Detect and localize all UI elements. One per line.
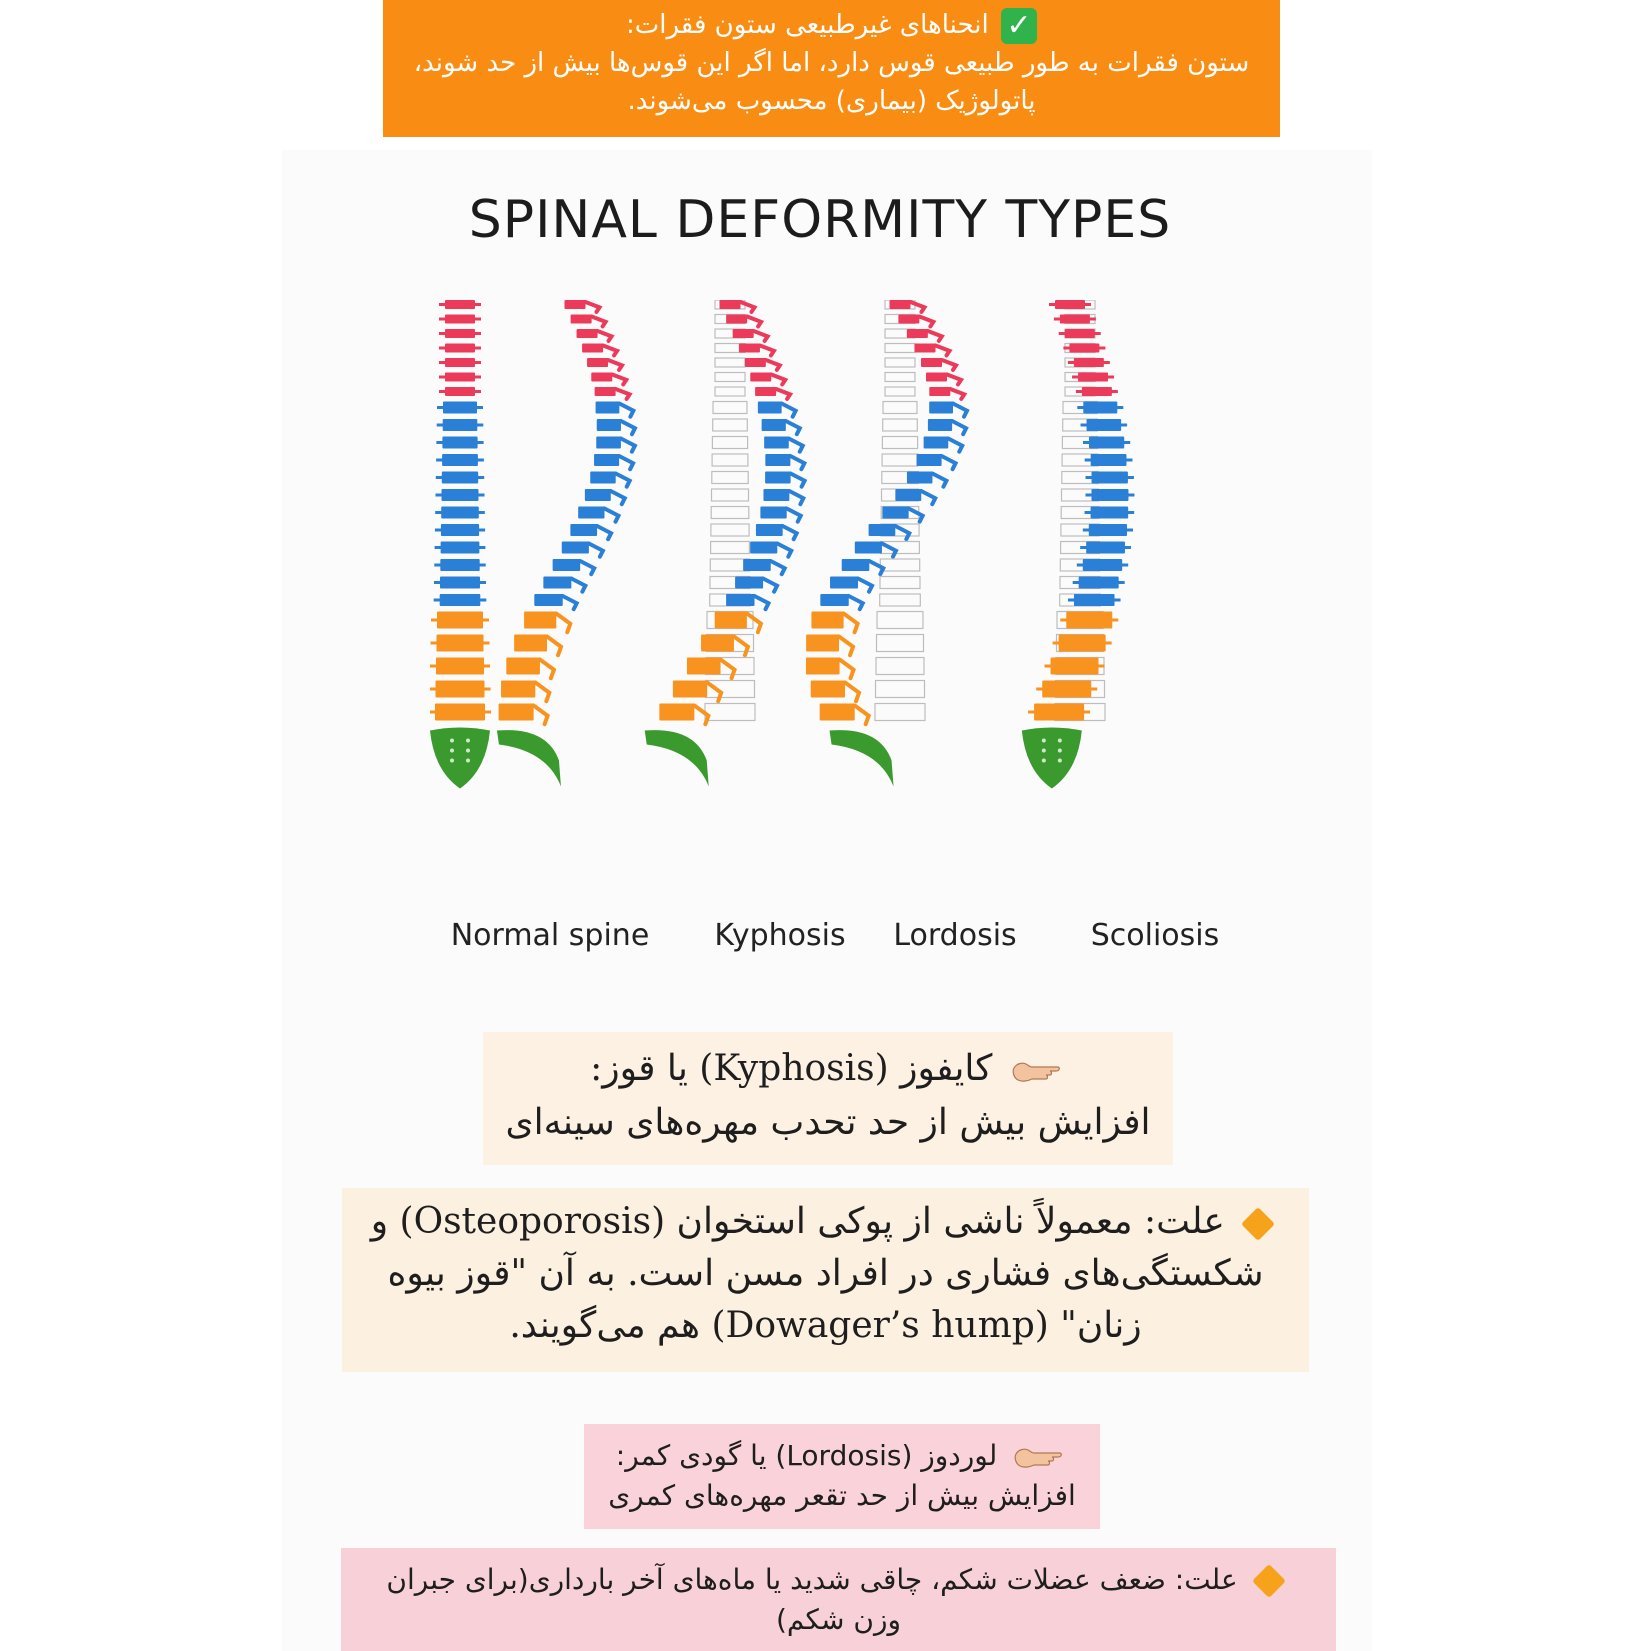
sacral-foramen [1042,759,1046,763]
spinous-process [911,302,925,312]
vertebra-process [431,619,489,622]
ghost-vertebra [711,524,749,536]
spinous-process [563,596,577,609]
ghost-vertebra [715,387,745,396]
vertebra-process [1086,476,1134,479]
sacral-foramen [450,759,454,763]
ghost-vertebra [883,419,918,431]
spinous-process [592,317,606,327]
vertebra-thoracic [928,419,952,431]
spinous-process [953,404,967,417]
sacral-foramen [466,739,470,743]
vertebra-lumbar [673,681,707,698]
ghost-vertebra [876,658,924,675]
vertebra-cervical [582,344,603,353]
vertebra-process [1083,441,1130,444]
spinous-process [621,439,635,452]
ghost-vertebra [711,542,750,554]
spinous-process [766,360,780,370]
spinous-process [932,474,946,487]
vertebra-cervical [921,358,942,367]
vertebra-lumbar [820,704,855,721]
sacral-foramen [1042,749,1046,753]
vertebra-thoracic [578,507,604,519]
spinous-process [547,637,561,656]
vertebra-lumbar [524,612,556,629]
spine-illustrations [430,300,1230,880]
vertebra-thoracic [830,577,858,589]
vertebra-cervical [915,344,936,353]
vertebra-cervical [745,358,766,367]
lordosis-heading-row [584,1436,1100,1476]
vertebra-cervical [571,315,592,324]
spinous-process [741,302,755,312]
vertebra-thoracic [855,542,882,554]
vertebra-cervical [587,358,608,367]
vertebra-thoracic [726,594,754,606]
kyphosis-description: افزایش بیش از حد تحدب مهره‌های سینه‌ای [505,1102,1151,1143]
spinous-process [789,491,803,504]
vertebra-thoracic [596,402,620,414]
ghost-vertebra [882,454,918,466]
spinous-process [855,706,869,725]
kyphosis-cause-box [342,1188,1309,1372]
vertebra-process [436,459,484,462]
label-kyphosis: Kyphosis [714,918,846,953]
sacral-foramen [1042,739,1046,743]
vertebra-thoracic [758,402,782,414]
spinous-process [616,474,630,487]
spinous-process [776,389,790,399]
vertebra-process [1085,511,1135,514]
ghost-vertebra [885,387,915,396]
spinous-process [571,579,585,592]
spinous-process [921,491,935,504]
spinous-process [754,331,768,341]
spinous-process [604,509,618,522]
vertebra-thoracic [820,594,848,606]
orange-diamond-icon [1241,1207,1275,1241]
vertebra-lumbar [811,681,845,698]
kyphosis-definition-box [483,1032,1173,1165]
sacral-foramen [1058,759,1062,763]
label-scoliosis: Scoliosis [1090,918,1220,953]
vertebra-thoracic [760,507,786,519]
spinous-process [777,544,791,557]
spinous-process [839,637,853,656]
vertebra-thoracic [924,437,949,449]
ghost-vertebra [711,507,749,519]
spinous-process [619,404,633,417]
ghost-vertebra [713,402,747,414]
kyphosis-heading-row [483,1042,1173,1096]
ghost-vertebra [885,344,915,353]
spinous-process [952,421,966,434]
vertebra-cervical [595,387,616,396]
spinous-process [909,509,923,522]
spinous-process [783,526,797,539]
vertebra-process [1028,711,1090,714]
spinous-process [619,456,633,469]
vertebra-thoracic [756,524,783,536]
vertebra-process [1083,529,1133,532]
ghost-vertebra [877,635,924,652]
sacral-foramen [450,739,454,743]
spinous-process [616,389,630,399]
vertebra-cervical [926,373,947,382]
label-normal-spine: Normal spine [450,918,650,953]
vertebra-thoracic [763,489,789,501]
spinous-process [849,596,863,609]
vertebra-thoracic [570,524,597,536]
kyphosis-cause-line-2: شکستگی‌های فشاری در افراد مسن است. به آن "قوز بیوه [387,1253,1264,1294]
vertebra-thoracic [735,577,763,589]
spine-kyphosis [645,300,805,787]
ghost-vertebra [877,612,923,629]
vertebra-thoracic [907,472,932,484]
spinous-process [950,389,964,399]
spinous-process [747,317,761,327]
vertebra-lumbar [806,635,839,652]
vertebra-thoracic [597,419,621,431]
spinous-process [790,456,804,469]
vertebra-process [436,494,485,497]
vertebra-cervical [907,329,928,338]
vertebra-process [1063,347,1105,350]
vertebra-thoracic [764,437,789,449]
spinous-process [771,375,785,385]
lordosis-cause-line-1: علت: ضعف عضلات شکم، چاقی شدید یا ماه‌های آخر بارداری(برای جبران [386,1563,1238,1596]
vertebra-process [1068,599,1121,602]
spinous-process [734,637,748,656]
spinous-process [760,346,774,356]
ghost-vertebra [713,419,748,431]
vertebra-thoracic [765,472,790,484]
vertebra-lumbar [501,681,535,698]
vertebra-thoracic [869,524,896,536]
spinous-process [540,660,554,679]
pointing-hand-icon [1010,1057,1060,1085]
kyphosis-cause-line-3: زنان" (Dowager’s hump) هم می‌گویند. [509,1305,1142,1346]
vertebra-process [1054,318,1096,321]
vertebra-process [439,390,481,393]
vertebra-process [1072,376,1114,379]
spinous-process [844,614,858,633]
vertebra-process [1073,581,1125,584]
spinous-process [858,579,872,592]
sacral-foramen [1058,749,1062,753]
vertebra-process [439,318,481,321]
spinous-process [942,360,956,370]
vertebra-process [435,546,486,549]
vertebra-thoracic [543,577,571,589]
label-lordosis: Lordosis [893,918,1017,953]
vertebra-thoracic [842,559,870,571]
kyphosis-heading: کایفوز (Kyphosis) یا قوز: [590,1048,993,1089]
vertebra-process [439,303,481,306]
orange-diamond-icon [1252,1564,1286,1598]
header-line-1: ستون فقرات به طور طبیعی قوس دارد، اما اگر این قوس‌ها بیش از حد شوند، [413,48,1250,78]
vertebra-process [431,642,490,645]
spinous-process [928,331,942,341]
lordosis-cause-row [361,1560,1316,1600]
vertebra-thoracic [562,542,589,554]
spine-scoliosis [1022,300,1135,789]
spinous-process [721,660,735,679]
vertebra-process [439,332,481,335]
header-banner [383,0,1280,137]
header-line-2: پاتولوژیک (بیماری) محسوب می‌شوند. [627,86,1036,116]
vertebra-process [436,441,483,444]
sacrum [645,730,709,786]
sacral-foramen [450,749,454,753]
spinous-process [763,579,777,592]
vertebra-process [434,581,486,584]
vertebra-cervical [929,387,950,396]
spinous-process [948,439,962,452]
vertebra-process [1068,361,1110,364]
spinous-process [534,706,548,725]
pointing-hand-icon [1012,1443,1062,1471]
vertebra-process [439,361,481,364]
vertebra-lumbar [499,704,534,721]
spine-normal [430,300,491,789]
vertebra-process [1060,619,1118,622]
vertebra-process [1059,332,1101,335]
vertebra-process [1077,564,1128,567]
spinous-process [771,561,785,574]
vertebra-cervical [733,329,754,338]
vertebra-cervical [726,315,747,324]
spinous-process [755,596,769,609]
vertebra-lumbar [659,704,694,721]
vertebra-lumbar [806,658,840,675]
sacrum [1022,728,1082,789]
vertebra-process [436,476,484,479]
vertebra-lumbar [687,658,721,675]
vertebra-cervical [750,373,771,382]
vertebra-process [1081,424,1128,427]
ghost-vertebra [880,559,919,571]
vertebra-process [437,406,483,409]
ghost-vertebra [715,358,745,367]
spinous-process [895,526,909,539]
lordosis-cause-box [341,1548,1336,1651]
ghost-vertebra [715,373,745,382]
vertebra-cervical [890,300,911,309]
lordosis-cause-line-2: وزن شکم) [776,1603,901,1636]
spinous-process [621,421,635,434]
sacral-foramen [1058,739,1062,743]
vertebra-process [1080,546,1131,549]
vertebra-process [434,564,485,567]
vertebra-thoracic [596,437,621,449]
vertebra-process [430,688,491,691]
ghost-vertebra [885,358,915,367]
vertebra-thoracic [917,454,942,466]
spinous-process [598,331,612,341]
ghost-vertebra [883,402,917,414]
vertebra-process [1085,494,1134,497]
header-title-row [397,6,1266,44]
lordosis-heading: لوردوز (Lordosis) یا گودی کمر: [615,1439,998,1472]
vertebra-thoracic [765,454,790,466]
vertebra-thoracic [594,454,619,466]
diagram-title: SPINAL DEFORMITY TYPES [468,190,1172,250]
vertebra-cervical [591,373,612,382]
vertebra-process [435,529,485,532]
spinous-process [580,561,594,574]
spinous-process [586,302,600,312]
spinous-process [707,683,721,702]
header-title: انحناهای غیرطبیعی ستون فقرات: [626,10,989,40]
spinous-process [535,683,549,702]
spinous-process [787,509,801,522]
vertebra-process [430,711,491,714]
spinous-process [608,360,622,370]
spinous-process [936,346,950,356]
vertebra-process [1049,303,1091,306]
ghost-vertebra [712,437,747,449]
spinous-process [947,375,961,385]
vertebra-lumbar [701,635,734,652]
spinous-process [611,491,625,504]
sacral-foramen [466,749,470,753]
vertebra-cervical [739,344,760,353]
spine-normal-side [497,300,635,787]
vertebra-process [437,424,484,427]
sacrum [830,730,894,786]
ghost-vertebra [712,454,748,466]
vertebra-process [1077,406,1123,409]
vertebra-cervical [720,300,741,309]
lordosis-definition-box [584,1424,1100,1529]
ghost-vertebra [712,489,749,501]
ghost-vertebra [876,681,925,698]
vertebra-cervical [898,315,919,324]
vertebra-thoracic [743,559,771,571]
spinous-process [845,683,859,702]
vertebra-lumbar [514,635,547,652]
spinous-process [942,456,956,469]
ghost-vertebra [705,704,755,721]
spinous-process [597,526,611,539]
ghost-vertebra [712,472,748,484]
vertebra-process [1036,688,1097,691]
vertebra-thoracic [590,472,615,484]
vertebra-cervical [755,387,776,396]
spinous-process [612,375,626,385]
spinous-process [791,474,805,487]
spinous-process [782,404,796,417]
spinous-process [882,544,896,557]
spinous-process [747,614,761,633]
vertebra-process [439,347,481,350]
vertebra-process [435,511,485,514]
spinous-process [789,439,803,452]
vertebra-thoracic [929,402,953,414]
vertebra-thoracic [895,489,921,501]
sacral-foramen [466,759,470,763]
vertebra-lumbar [811,612,843,629]
spinous-process [694,706,708,725]
spinous-process [556,614,570,633]
ghost-vertebra [880,594,921,606]
spinous-process [919,317,933,327]
vertebra-process [1076,390,1118,393]
sacrum [497,730,561,786]
spine-lordosis [806,300,967,787]
vertebra-thoracic [585,489,611,501]
vertebra-process [430,665,490,668]
vertebra-process [434,599,487,602]
vertebra-lumbar [715,612,747,629]
vertebra-process [1053,642,1112,645]
vertebra-lumbar [506,658,540,675]
vertebra-process [1085,459,1133,462]
ghost-vertebra [880,577,920,589]
vertebra-thoracic [750,542,777,554]
vertebra-thoracic [534,594,562,606]
vertebra-cervical [565,300,586,309]
vertebra-process [1045,665,1105,668]
vertebra-thoracic [882,507,908,519]
spinous-process [589,544,603,557]
check-mark-icon: ✓ [1001,8,1037,44]
kyphosis-cause-line-1: علت: معمولاً ناشی از پوکی استخوان (Osteoporosis) و [370,1201,1225,1242]
spinous-process [603,346,617,356]
vertebra-thoracic [553,559,581,571]
spinous-process [869,561,883,574]
lordosis-description: افزایش بیش از حد تقعر مهره‌های کمری [608,1479,1076,1512]
spinous-process [786,421,800,434]
sacrum [430,728,490,789]
spinous-process [840,660,854,679]
ghost-vertebra [882,437,917,449]
ghost-vertebra [875,704,925,721]
vertebra-cervical [577,329,598,338]
ghost-vertebra [885,373,915,382]
vertebra-thoracic [762,419,786,431]
vertebra-process [439,376,481,379]
kyphosis-cause-row [362,1196,1289,1248]
